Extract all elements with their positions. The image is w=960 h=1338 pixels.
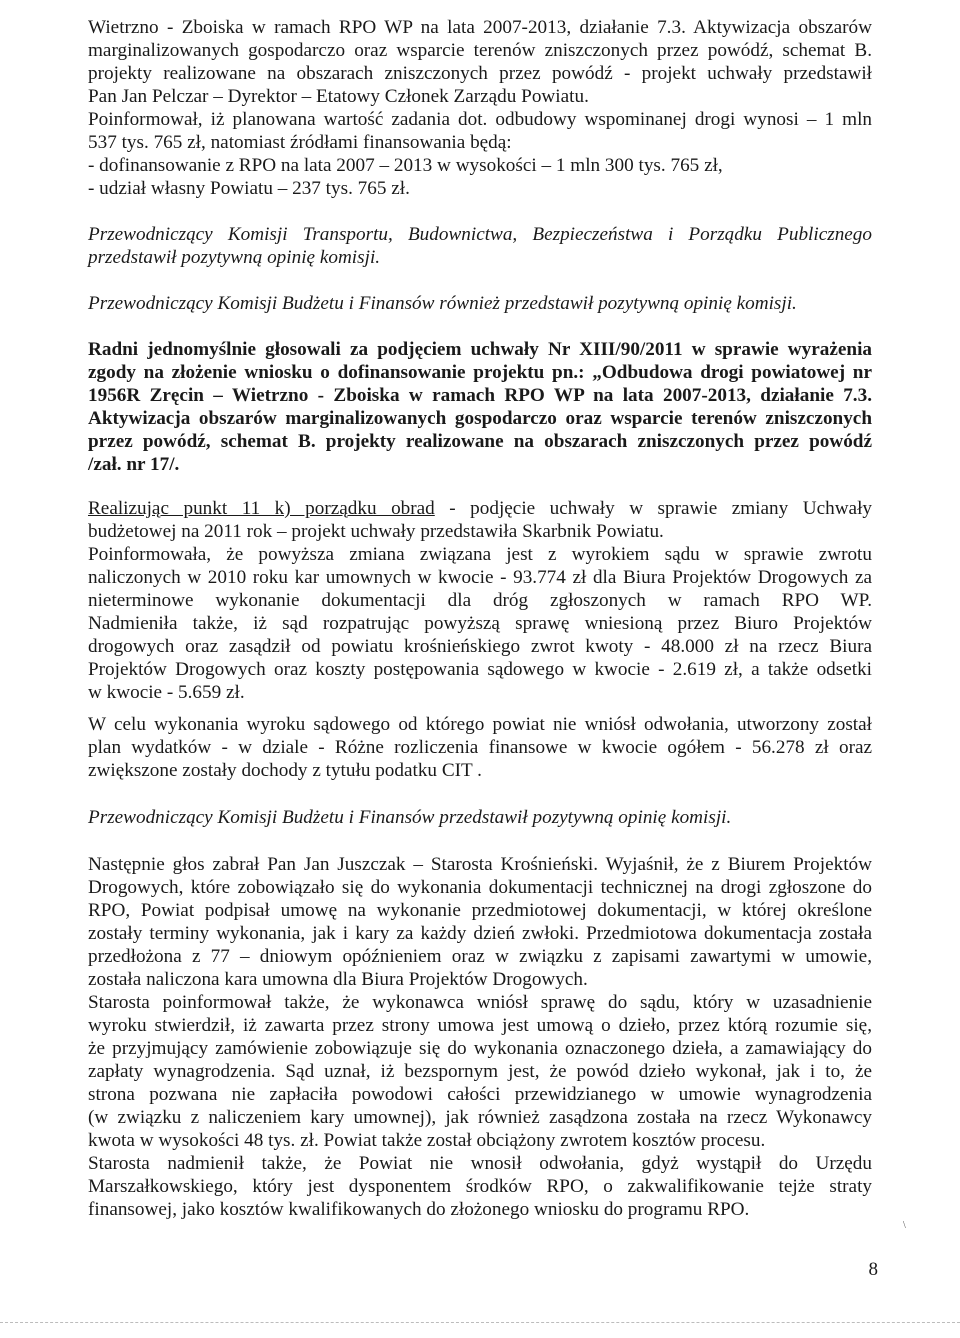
- paragraph-1-line: Pan Jan Pelczar – Dyrektor – Etatowy Członek Zarządu Powiatu.: [88, 86, 589, 107]
- paragraph-2-line: przedstawił pozytywną opinię komisji.: [88, 247, 381, 268]
- paragraph-4-line: 1956R Zręcin – Wietrzno - Zboiska w ramach RPO WP na lata 2007-2013, działanie 7.3.: [88, 385, 872, 406]
- paragraph-5-line: Poinformowała, że powyższa zmiana związana jest z wyrokiem sądu w sprawie zwrotu: [88, 544, 872, 565]
- paragraph-3-line: Przewodniczący Komisji Budżetu i Finansów również przedstawił pozytywną opinię komisji.: [88, 293, 797, 314]
- paragraph-4-line: /zał. nr 17/.: [88, 454, 180, 475]
- paragraph-1-line: Poinformował, iż planowana wartość zadania dot. odbudowy wspominanej drogi wynosi – 1 mln: [88, 109, 872, 130]
- paragraph-5-line: w kwocie - 5.659 zł.: [88, 682, 245, 703]
- page-number: 8: [868, 1259, 878, 1280]
- paragraph-4-line: Radni jednomyślnie głosowali za podjęciem uchwały Nr XIII/90/2011 w sprawie wyrażenia: [88, 339, 872, 360]
- paragraph-1-line: projekty realizowane na obszarach zniszczonych przez powódź - projekt uchwały przedstawił: [88, 63, 872, 84]
- paragraph-2-line: Przewodniczący Komisji Transportu, Budownictwa, Bezpieczeństwa i Porządku Publicznego: [88, 224, 872, 245]
- paragraph-1-line: marginalizowanych gospodarczo oraz wsparcie terenów zniszczonych przez powódź, schemat B.: [88, 40, 872, 61]
- paragraph-8-line: RPO, Powiat podpisał umowę na wykonanie przedmiotowej dokumentacji, w której określone: [88, 900, 872, 921]
- paragraph-5-line: budżetowej na 2011 rok – projekt uchwały przedstawiła Skarbnik Powiatu.: [88, 521, 664, 542]
- paragraph-5-line: Nadmieniła także, iż sąd rozpatrując powyższą sprawę wniesioną przez Biuro Projektów: [88, 613, 872, 634]
- paragraph-8-line: wyroku stwierdził, iż zawarta przez strony umowa jest umową o dzieło, przez którą rozumie się,: [88, 1015, 872, 1036]
- paragraph-5-line: Projektów Drogowych oraz koszty postępowania sądowego w kwocie - 2.619 zł, a także odsetki: [88, 659, 872, 680]
- paragraph-5-line: drogowych oraz zasądził od powiatu krośnieńskiego zwrot kwoty - 48.000 zł na rzecz Biura: [88, 636, 872, 657]
- paragraph-8-line: zapłaty wynagrodzenia. Sąd uznał, iż bezspornym jest, że powód dzieło wykonał, jak i to, że: [88, 1061, 872, 1082]
- paragraph-1-line: 537 tys. 765 zł, natomiast źródłami finansowania będą:: [88, 132, 512, 153]
- paragraph-5-line: [88, 497, 872, 520]
- paragraph-4-line: zgody na złożenie wniosku o dofinansowanie projektu pn.: „Odbudowa drogi powiatowej nr: [88, 362, 872, 383]
- paragraph-5-line: nieterminowe wykonanie dokumentacji dla dróg zgłoszonych w ramach RPO WP.: [88, 590, 872, 611]
- paragraph-8-line: Starosta nadmienił także, że Powiat nie wnosił odwołania, gdyż wystąpił do Urzędu: [88, 1153, 872, 1174]
- paragraph-6-line: zwiększone zostały dochody z tytułu podatku CIT .: [88, 760, 482, 781]
- paragraph-8-line: została naliczona kara umowna dla Biura Projektów Drogowych.: [88, 969, 588, 990]
- paragraph-7-line: Przewodniczący Komisji Budżetu i Finansów przedstawił pozytywną opinię komisji.: [88, 807, 732, 828]
- paragraph-8-line: że przyjmujący zamówienie zobowiązuje się do wykonania oznaczonego dzieła, a zamawiający do: [88, 1038, 872, 1059]
- paragraph-6-line: W celu wykonania wyroku sądowego od którego powiat nie wniósł odwołania, utworzony został: [88, 714, 872, 735]
- paragraph-1-line: Wietrzno - Zboiska w ramach RPO WP na lata 2007-2013, działanie 7.3. Aktywizacja obszarów: [88, 17, 872, 38]
- paragraph-8-line: przedłożona z 77 – dniowym opóźnieniem oraz w związku z zapisami zawartymi w umowie,: [88, 946, 872, 967]
- paragraph-8-line: Marszałkowskiego, który jest dysponentem środków RPO, o zakwalifikowanie tejże straty: [88, 1176, 872, 1197]
- stray-mark: \: [903, 1220, 906, 1231]
- paragraph-8-line: Drogowych, które zobowiązało się do wykonania dokumentacji technicznej na drogi zgłoszone do: [88, 877, 872, 898]
- paragraph-5-line: naliczonych w 2010 roku kar umownych w kwocie - 93.774 zł dla Biura Projektów Drogowych za: [88, 567, 872, 588]
- paragraph-4-line: przez powódź, schemat B. projekty realizowane na obszarach zniszczonych przez powódź: [88, 431, 872, 452]
- paragraph-6-line: plan wydatków - w dziale - Różne rozliczenia finansowe w kwocie ogółem - 56.278 zł oraz: [88, 737, 872, 758]
- line-text: - podjęcie uchwały w sprawie zmiany Uchwały: [434, 498, 872, 519]
- agenda-point-reference: Realizując punkt 11 k) porządku obrad: [88, 498, 435, 519]
- paragraph-8-line: finansowej, jako kosztów kwalifikowanych do złożonego wniosku do programu RPO.: [88, 1199, 750, 1220]
- paragraph-8-line: strona pozwana nie zapłaciła powodowi całości przewidzianego w umowie wynagrodzenia: [88, 1084, 872, 1105]
- paragraph-8-line: zostały terminy wykonania, jak i kary za każdy dzień zwłoki. Przedmiotowa dokumentacja została: [88, 923, 872, 944]
- paragraph-8-line: (w związku z naliczeniem kary umownej), jak również zasądzona została na rzecz Wykonawcy: [88, 1107, 872, 1128]
- paragraph-4-line: Aktywizacja obszarów marginalizowanych gospodarczo oraz wsparcie terenów zniszczonych: [88, 408, 872, 429]
- paragraph-1-line: - dofinansowanie z RPO na lata 2007 – 2013 w wysokości – 1 mln 300 tys. 765 zł,: [88, 155, 723, 176]
- page-bottom-divider: [0, 1322, 960, 1323]
- paragraph-8-line: Starosta poinformował także, że wykonawca wniósł sprawę do sądu, który w uzasadnienie: [88, 992, 872, 1013]
- paragraph-8-line: kwota w wysokości 48 tys. zł. Powiat także został obciążony zwrotem kosztów procesu.: [88, 1130, 766, 1151]
- paragraph-8-line: Następnie głos zabrał Pan Jan Juszczak – Starosta Krośnieński. Wyjaśnił, że z Biurem Projektów: [88, 854, 872, 875]
- paragraph-1-line: - udział własny Powiatu – 237 tys. 765 zł.: [88, 178, 410, 199]
